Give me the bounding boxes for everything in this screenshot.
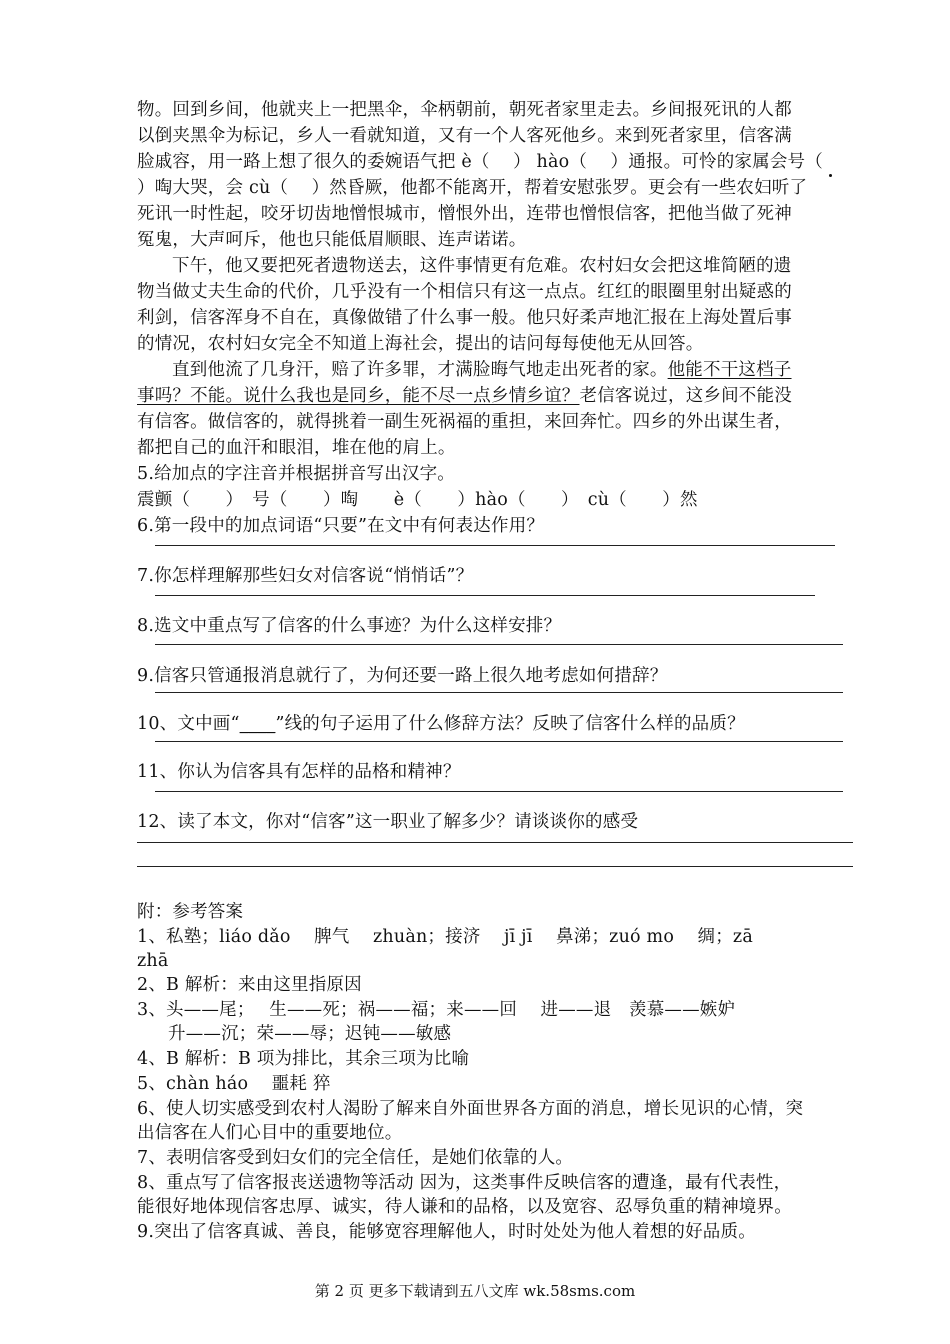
answer-item: 7、表明信客受到妇女们的完全信任，是她们依靠的人。 [137, 1148, 574, 1168]
answer-item: 8、重点写了信客报丧送遗物等活动 因为，这类事件反映信客的遭逢，最有代表性， [137, 1173, 792, 1193]
answer-item: 出信客在人们心目中的重要地位。 [137, 1123, 403, 1143]
passage-line: 都把自己的血汗和眼泪，堆在他的肩上。 [137, 438, 456, 458]
question-6: 6.第一段中的加点词语“只要”在文中有何表达作用？ [137, 516, 545, 536]
question-9: 9.信客只管通报消息就行了，为何还要一路上很久地考虑如何措辞？ [137, 666, 668, 686]
question-5-items: 震颤（ ） 号（ ）啕 è（ ）hào（ ） cù（ ）然 [137, 490, 698, 510]
passage-line [137, 384, 792, 408]
question-7: 7.你怎样理解那些妇女对信客说“悄悄话”？ [137, 566, 474, 586]
passage-line: 利剑，信客浑身不自在，真像做错了什么事一般。他只好柔声地汇报在上海处置后事 [137, 308, 792, 328]
question-11: 11、你认为信客具有怎样的品格和精神？ [137, 762, 461, 782]
passage-line: 冤鬼，大声呵斥，他也只能低眉顺眼、连声诺诺。 [137, 230, 527, 250]
answer-item: 9.突出了信客真诚、善良，能够宽容理解他人，时时处处为他人着想的好品质。 [137, 1222, 756, 1242]
page-footer: 第 2 页 更多下载请到五八文库 wk.58sms.com [314, 1282, 636, 1300]
emphasis-dot [829, 174, 832, 177]
answer-item: 1、私塾；liáo dǎo 脾气 zhuàn；接济 jī jī 鼻涕；zuó mo 绸；zā [137, 927, 753, 947]
answer-line[interactable] [155, 644, 843, 645]
answer-item: 3、头——尾； 生——死；祸——福；来——回 进——退 羡慕——嫉妒 [137, 1000, 736, 1020]
passage-line [172, 358, 792, 382]
question-text: 10、文中画“ [137, 714, 240, 734]
answer-line[interactable] [155, 595, 815, 596]
answers-heading: 附：参考答案 [137, 902, 244, 922]
answer-item: 升——沉；荣——辱；迟钝——敏感 [168, 1024, 452, 1044]
passage-line: 的情况，农村妇女完全不知道上海社会，提出的诘问每每使他无从回答。 [137, 334, 704, 354]
underlined-sentence: 事吗？不能。说什么我也是同乡，能不尽一点乡情乡谊？ [137, 386, 580, 406]
answer-item: 4、B 解析：B 项为排比，其余三项为比喻 [137, 1049, 470, 1069]
answer-line[interactable] [155, 791, 843, 792]
underline-marker: ____ [239, 714, 276, 734]
answer-item: 6、使人切实感受到农村人渴盼了解来自外面世界各方面的消息，增长见识的心情，突 [137, 1099, 804, 1119]
answer-line[interactable] [155, 692, 843, 693]
passage-line: 下午，他又要把死者遗物送去，这件事情更有危难。农村妇女会把这堆简陋的遗 [172, 256, 792, 276]
answer-item: 5、chàn háo 噩耗 猝 [137, 1074, 331, 1094]
question-text: ”线的句子运用了什么修辞方法？反映了信客什么样的品质？ [275, 714, 745, 734]
answer-item: 2、B 解析：来由这里指原因 [137, 975, 362, 995]
answer-item: zhā [137, 951, 169, 971]
passage-line: 死讯一时性起，咬牙切齿地憎恨城市，憎恨外出，连带也憎恨信客，把他当做了死神 [137, 204, 792, 224]
passage-line: 物当做丈夫生命的代价，几乎没有一个相信只有这一点点。红红的眼圈里射出疑惑的 [137, 282, 792, 302]
question-10 [137, 712, 745, 736]
passage-text: 直到他流了几身汗，赔了许多罪，才满脸晦气地走出死者的家。 [172, 360, 668, 380]
underlined-sentence: 他能不干这档子 [667, 360, 792, 380]
question-5: 5.给加点的字注音并根据拼音写出汉字。 [137, 464, 455, 484]
passage-line: 有信客。做信客的，就得挑着一副生死祸福的重担，来回奔忙。四乡的外出谋生者， [137, 412, 792, 432]
answer-line[interactable] [155, 545, 835, 546]
question-12: 12、读了本文，你对“信客”这一职业了解多少？请谈谈你的感受 [137, 812, 639, 832]
passage-text: 老信客说过，这乡间不能没 [579, 386, 792, 406]
passage-line: 脸戚容，用一路上想了很久的委婉语气把 è（ ） hào（ ）通报。可怜的家属会号（ [137, 152, 823, 172]
question-8: 8.选文中重点写了信客的什么事迹？为什么这样安排？ [137, 616, 562, 636]
passage-line: 物。回到乡间，他就夹上一把黑伞，伞柄朝前，朝死者家里走去。乡间报死讯的人都 [137, 100, 792, 120]
passage-line: 以倒夹黑伞为标记，乡人一看就知道，又有一个人客死他乡。来到死者家里，信客满 [137, 126, 792, 146]
answer-line[interactable] [137, 842, 853, 843]
answer-line[interactable] [137, 866, 853, 867]
answer-item: 能很好地体现信客忠厚、诚实，待人谦和的品格，以及宽容、忍辱负重的精神境界。 [137, 1197, 792, 1217]
answer-line[interactable] [155, 741, 843, 742]
passage-line: ）啕大哭，会 cù（ ）然昏厥，他都不能离开，帮着安慰张罗。更会有一些农妇听了 [137, 178, 808, 198]
